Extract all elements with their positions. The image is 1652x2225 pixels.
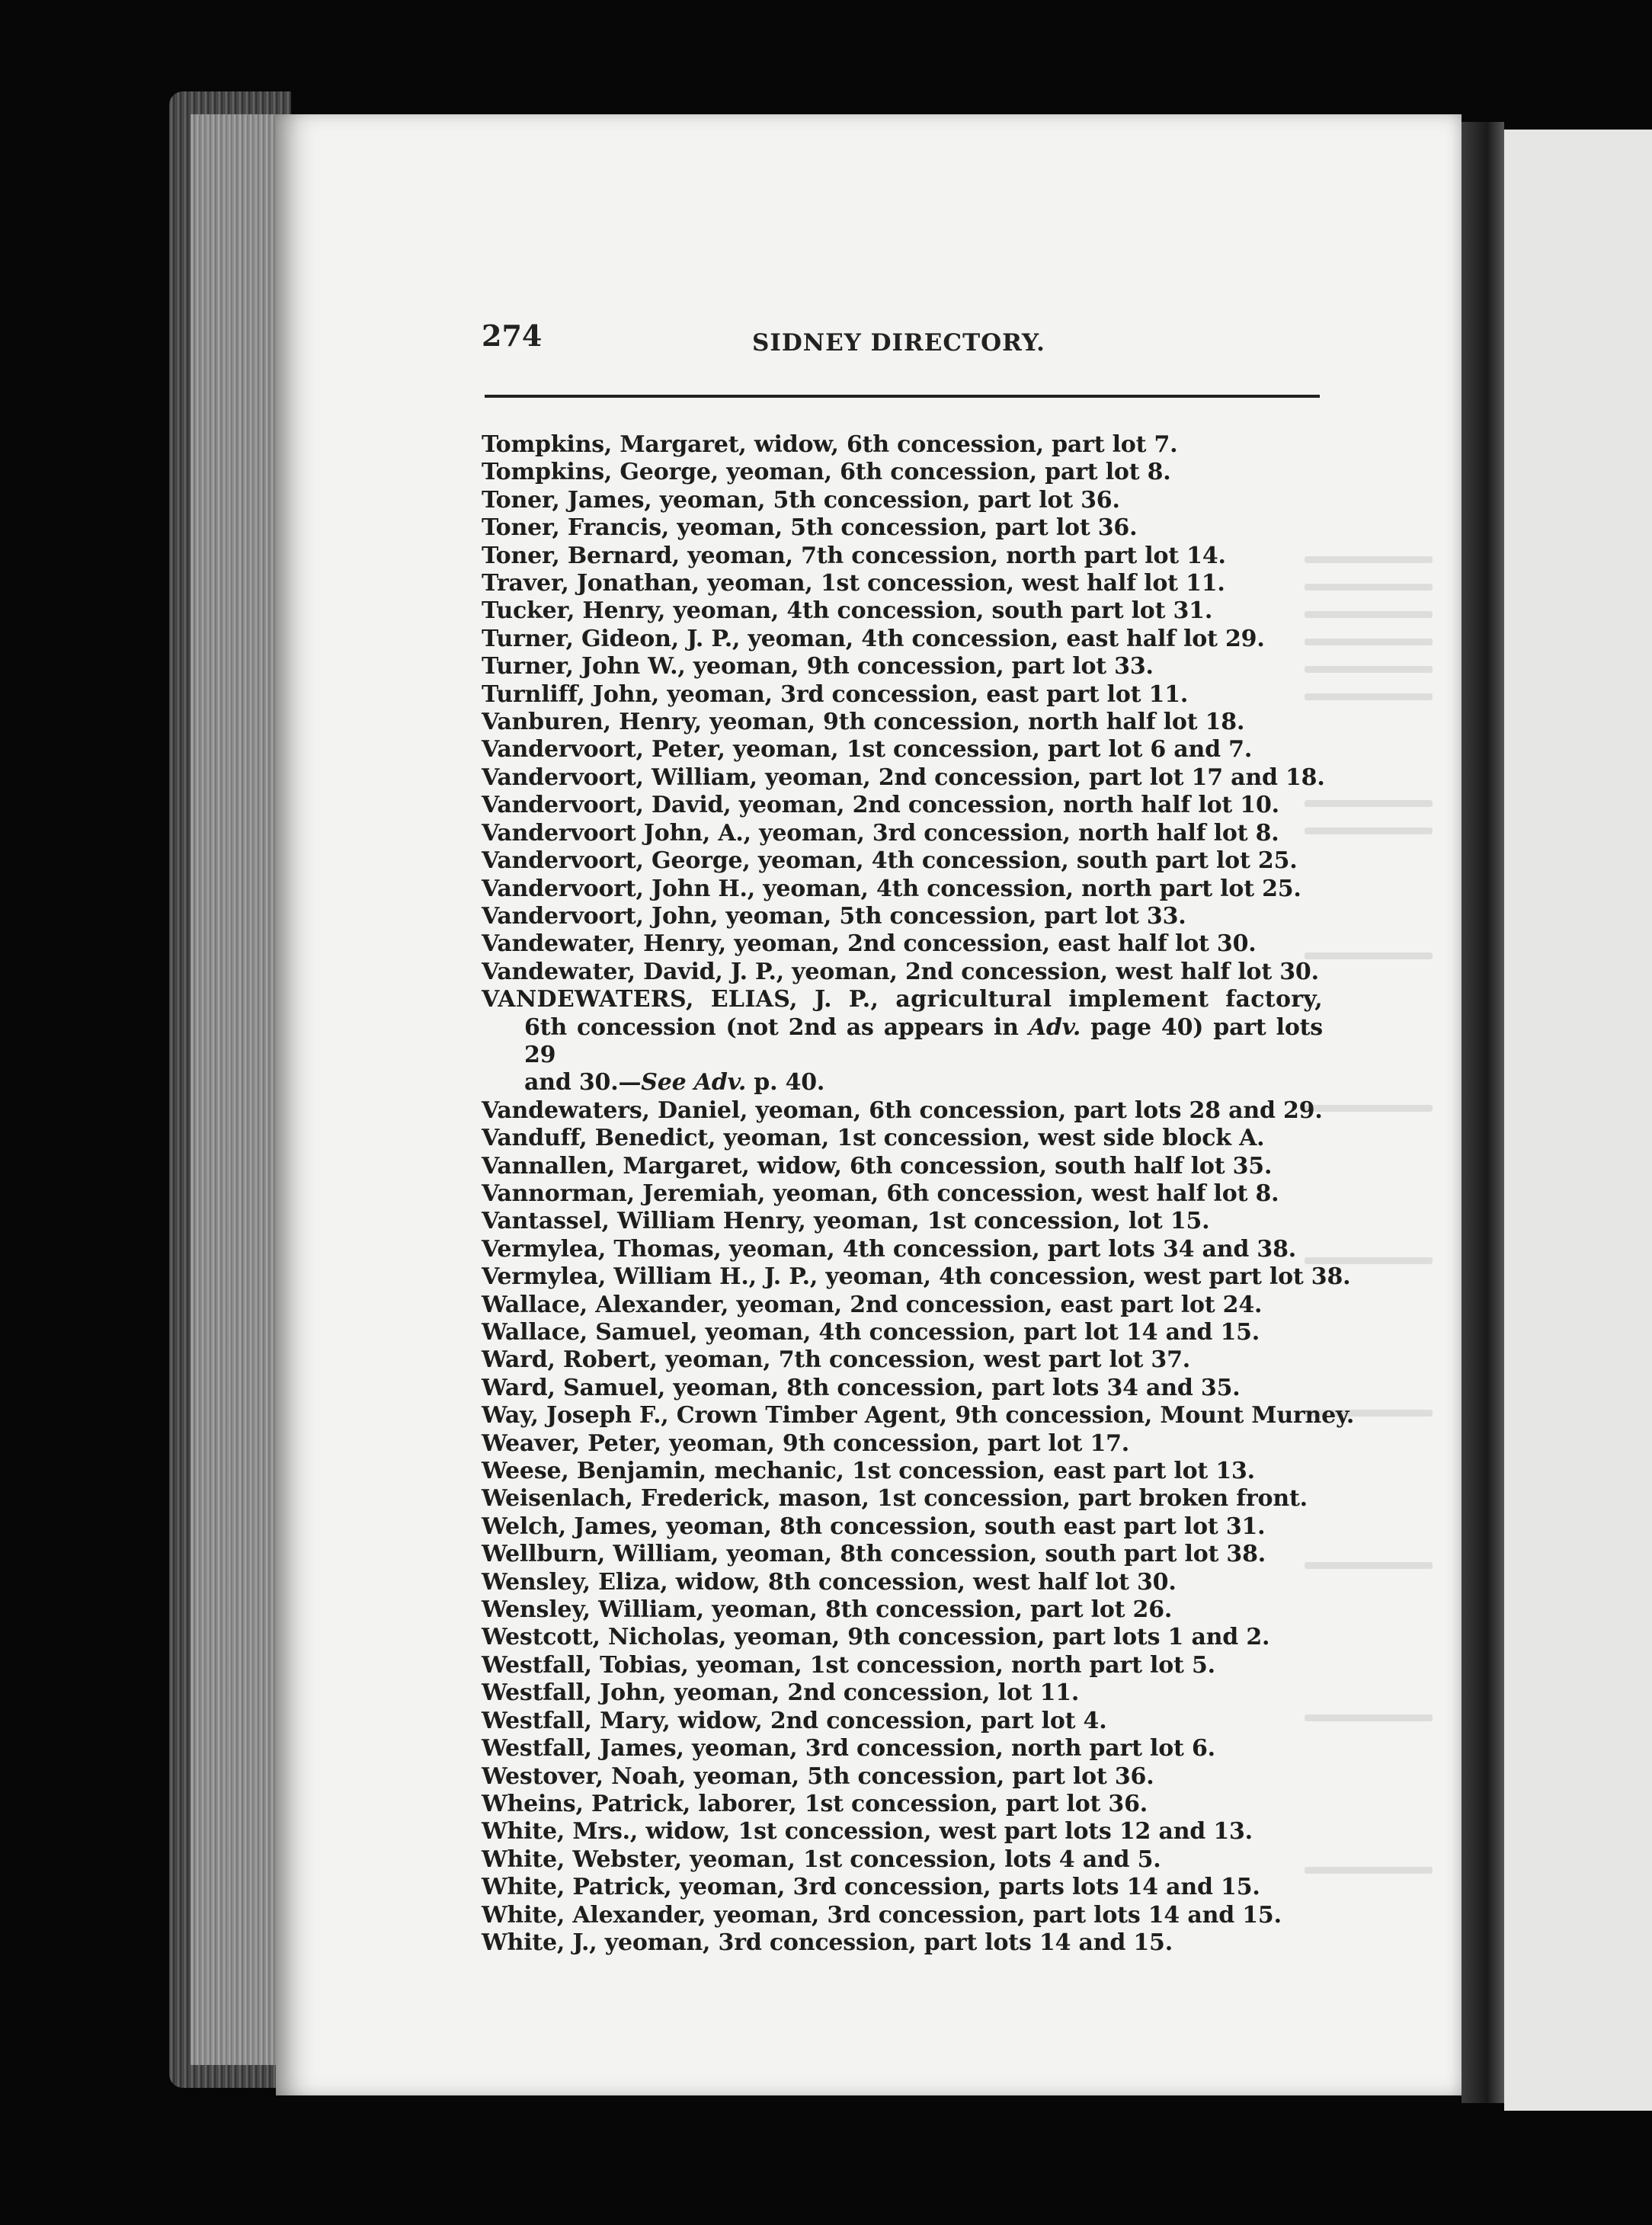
directory-entry: Westcott, Nicholas, yeoman, 9th concession, part lots 1 and 2. — [482, 1624, 1270, 1651]
header-rule — [485, 395, 1320, 398]
vandewaters-line-2-tail: page 40) part lots 29 — [524, 1013, 1323, 1068]
directory-entry: Ward, Samuel, yeoman, 8th concession, part lots 34 and 35. — [482, 1374, 1241, 1401]
directory-entry: Vandervoort, William, yeoman, 2nd concession, part lot 17 and 18. — [482, 764, 1325, 791]
directory-entry: Ward, Robert, yeoman, 7th concession, west part lot 37. — [482, 1346, 1191, 1374]
facing-page-edge — [1504, 130, 1652, 2111]
directory-entry: Vandervoort, George, yeoman, 4th concession, south part lot 25. — [482, 847, 1298, 875]
directory-entry: Turner, Gideon, J. P., yeoman, 4th concession, east half lot 29. — [482, 625, 1265, 652]
directory-entry: Vandewater, David, J. P., yeoman, 2nd concession, west half lot 30. — [482, 958, 1319, 985]
directory-entry: Turnliff, John, yeoman, 3rd concession, east part lot 11. — [482, 680, 1189, 708]
directory-entry: Vandervoort John, A., yeoman, 3rd concession, north half lot 8. — [482, 819, 1279, 847]
vandewaters-line-3-tail: p. 40. — [746, 1069, 825, 1096]
directory-entry: Vannorman, Jeremiah, yeoman, 6th concession, west half lot 8. — [482, 1180, 1279, 1207]
directory-entry: Wensley, William, yeoman, 8th concession, part lot 26. — [482, 1596, 1173, 1624]
vandewaters-line-2-text: 6th concession (not 2nd as appears in — [524, 1013, 1029, 1041]
directory-entry: Vandervoort, David, yeoman, 2nd concession, north half lot 10. — [482, 792, 1279, 819]
directory-entry: Vandervoort, John H., yeoman, 4th concession, north part lot 25. — [482, 875, 1301, 902]
directory-entry: Welch, James, yeoman, 8th concession, south east part lot 31. — [482, 1513, 1266, 1540]
directory-entry: Turner, John W., yeoman, 9th concession, part lot 33. — [482, 653, 1154, 680]
directory-entry: Westfall, John, yeoman, 2nd concession, lot 11. — [482, 1679, 1080, 1707]
directory-entry: Toner, Bernard, yeoman, 7th concession, north part lot 14. — [482, 542, 1226, 569]
directory-entry: Vanburen, Henry, yeoman, 9th concession, north half lot 18. — [482, 709, 1245, 736]
vandewaters-line-2 — [482, 1014, 1323, 1070]
directory-entry: Vannallen, Margaret, widow, 6th concession, south half lot 35. — [482, 1152, 1273, 1180]
directory-entry: Toner, James, yeoman, 5th concession, part lot 36. — [482, 486, 1120, 514]
directory-entry: Wallace, Samuel, yeoman, 4th concession, part lot 14 and 15. — [482, 1319, 1260, 1346]
directory-entry: Vandervoort, Peter, yeoman, 1st concession, part lot 6 and 7. — [482, 736, 1253, 764]
directory-entry: White, Patrick, yeoman, 3rd concession, parts lots 14 and 15. — [482, 1874, 1260, 1901]
vandewaters-see-adv-italic: See Adv. — [641, 1069, 747, 1096]
directory-entry: Vandervoort, John, yeoman, 5th concession, part lot 33. — [482, 902, 1186, 930]
directory-entry: Weisenlach, Frederick, mason, 1st concession, part broken front. — [482, 1485, 1308, 1513]
directory-entry: Westfall, Mary, widow, 2nd concession, part lot 4. — [482, 1707, 1107, 1734]
directory-entry: Tompkins, Margaret, widow, 6th concession, part lot 7. — [482, 431, 1178, 458]
directory-entry: Vanduff, Benedict, yeoman, 1st concession, west side block A. — [482, 1125, 1265, 1152]
directory-entry: Weaver, Peter, yeoman, 9th concession, part lot 17. — [482, 1429, 1130, 1457]
vandewaters-adv-italic: Adv. — [1028, 1013, 1081, 1041]
vandewaters-line-1: VANDEWATERS, ELIAS, J. P., agricultural implement factory, — [482, 986, 1323, 1013]
directory-entry: Traver, Jonathan, yeoman, 1st concession, west half lot 11. — [482, 570, 1225, 597]
book-page-edges — [190, 114, 282, 2065]
vandewaters-elias-entry — [482, 986, 1323, 1097]
directory-entry: Vermylea, William H., J. P., yeoman, 4th concession, west part lot 38. — [482, 1263, 1351, 1291]
page-number: 274 — [482, 319, 543, 353]
directory-entry: White, Webster, yeoman, 1st concession, lots 4 and 5. — [482, 1846, 1161, 1873]
directory-entry: Vantassel, William Henry, yeoman, 1st concession, lot 15. — [482, 1208, 1210, 1235]
book-gutter — [1462, 122, 1504, 2103]
directory-entries — [482, 431, 1355, 1957]
directory-entry: Tompkins, George, yeoman, 6th concession, part lot 8. — [482, 459, 1171, 486]
directory-entry: Vandewater, Henry, yeoman, 2nd concession, east half lot 30. — [482, 930, 1257, 958]
directory-entry: Vandewaters, Daniel, yeoman, 6th concession, part lots 28 and 29. — [482, 1096, 1323, 1124]
directory-entry: White, Alexander, yeoman, 3rd concession, part lots 14 and 15. — [482, 1901, 1282, 1929]
directory-entry: Tucker, Henry, yeoman, 4th concession, south part lot 31. — [482, 597, 1213, 625]
directory-entry: Westover, Noah, yeoman, 5th concession, part lot 36. — [482, 1762, 1154, 1790]
directory-entry: Wallace, Alexander, yeoman, 2nd concession, east part lot 24. — [482, 1291, 1263, 1318]
directory-entry: Way, Joseph F., Crown Timber Agent, 9th concession, Mount Murney. — [482, 1402, 1355, 1429]
directory-entry: White, J., yeoman, 3rd concession, part lots 14 and 15. — [482, 1929, 1173, 1956]
directory-entry: Westfall, James, yeoman, 3rd concession, north part lot 6. — [482, 1735, 1215, 1762]
vandewaters-line-3 — [482, 1069, 1323, 1096]
directory-entry: Wellburn, William, yeoman, 8th concession, south part lot 38. — [482, 1541, 1266, 1568]
vandewaters-line-3-text: and 30.— — [524, 1069, 642, 1096]
directory-entry: White, Mrs., widow, 1st concession, west part lots 12 and 13. — [482, 1818, 1253, 1846]
directory-entry: Wheins, Patrick, laborer, 1st concession, part lot 36. — [482, 1790, 1148, 1817]
running-title: SIDNEY DIRECTORY. — [752, 329, 1045, 357]
directory-entry: Westfall, Tobias, yeoman, 1st concession, north part lot 5. — [482, 1651, 1215, 1679]
directory-entry: Vermylea, Thomas, yeoman, 4th concession, part lots 34 and 38. — [482, 1235, 1297, 1263]
directory-entry: Weese, Benjamin, mechanic, 1st concession, east part lot 13. — [482, 1458, 1255, 1485]
directory-entry: Toner, Francis, yeoman, 5th concession, part lot 36. — [482, 514, 1138, 542]
page-header — [482, 319, 1320, 364]
directory-entry: Wensley, Eliza, widow, 8th concession, west half lot 30. — [482, 1568, 1177, 1596]
